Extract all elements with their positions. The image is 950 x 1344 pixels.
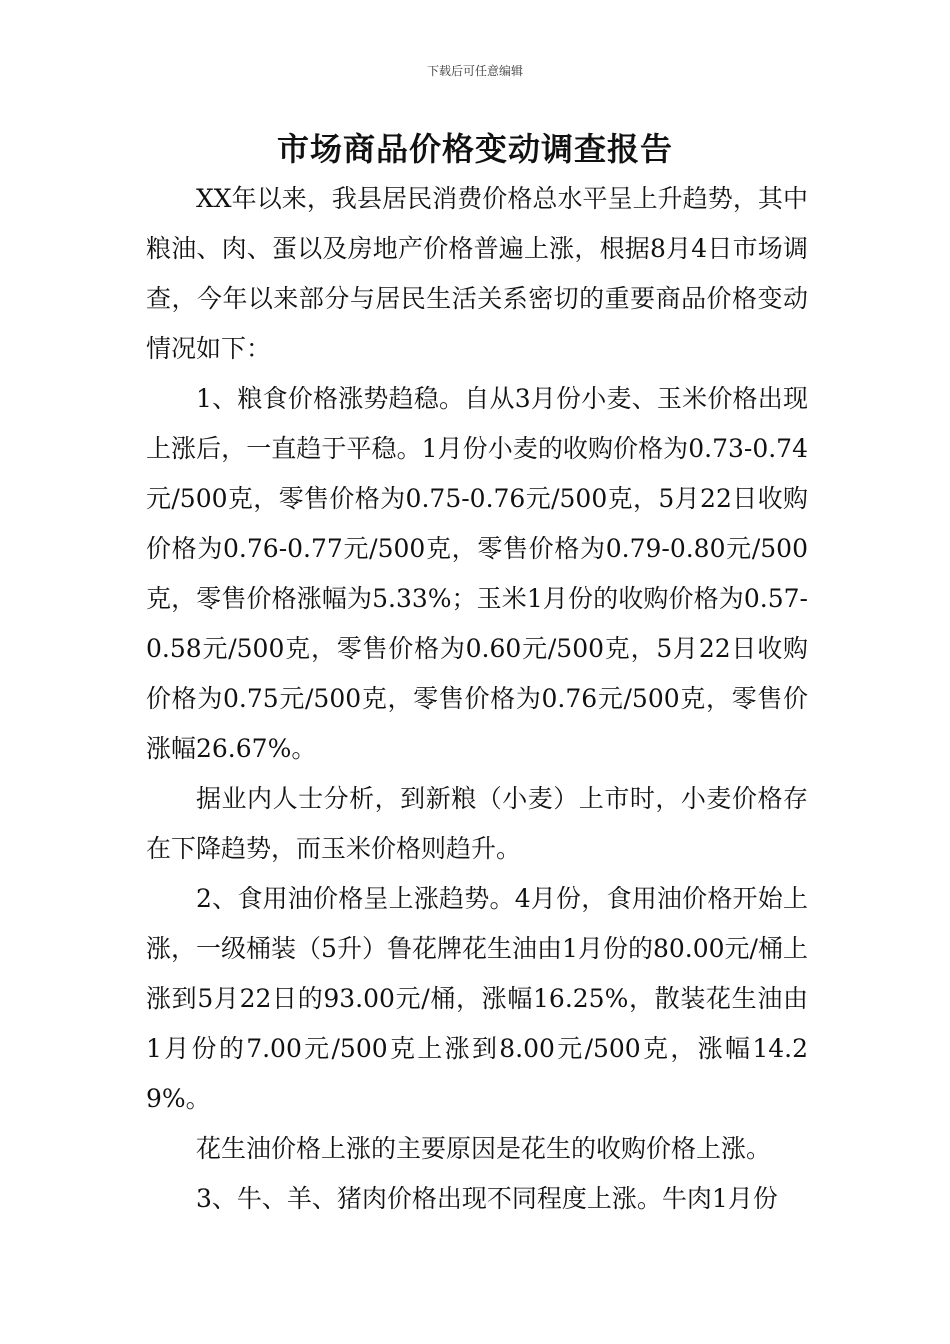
- paragraph-oil-prices: 2、食用油价格呈上涨趋势。4月份，食用油价格开始上涨，一级桶装（5升）鲁花牌花生油由1月份的80.00元/桶上涨到5月22日的93.00元/桶，涨幅16.25%，散装花生油由1月份的7.00元/500克上涨到8.00元/500克，涨幅14.29%。: [146, 884, 808, 1113]
- paragraph-oil-reason: 花生油价格上涨的主要原因是花生的收购价格上涨。: [196, 1134, 772, 1163]
- paragraph-meat-prices: 3、牛、羊、猪肉价格出现不同程度上涨。牛肉1月份: [196, 1184, 778, 1213]
- paragraph-grain-analysis: 据业内人士分析，到新粮（小麦）上市时，小麦价格存在下降趋势，而玉米价格则趋升。: [146, 784, 808, 863]
- document-title: 市场商品价格变动调查报告: [276, 130, 673, 168]
- header-note: 下载后可任意编辑: [426, 64, 523, 78]
- document-body: [146, 174, 808, 1224]
- paragraph-intro: XX年以来，我县居民消费价格总水平呈上升趋势，其中粮油、肉、蛋以及房地产价格普遍上涨，根据8月4日市场调查，今年以来部分与居民生活关系密切的重要商品价格变动情况如下：: [146, 184, 808, 363]
- paragraph-grain-prices: 1、粮食价格涨势趋稳。自从3月份小麦、玉米价格出现上涨后，一直趋于平稳。1月份小麦的收购价格为0.73-0.74元/500克，零售价格为0.75-0.76元/500克，5月22日收购价格为0.76-0.77元/500克，零售价格为0.79-0.80元/500克，零售价格涨幅为5.33%；玉米1月份的收购价格为0.57-0.58元/500克，零售价格为0.60元/500克，5月22日收购价格为0.75元/500克，零售价格为0.76元/500克，零售价涨幅26.67%。: [146, 384, 808, 763]
